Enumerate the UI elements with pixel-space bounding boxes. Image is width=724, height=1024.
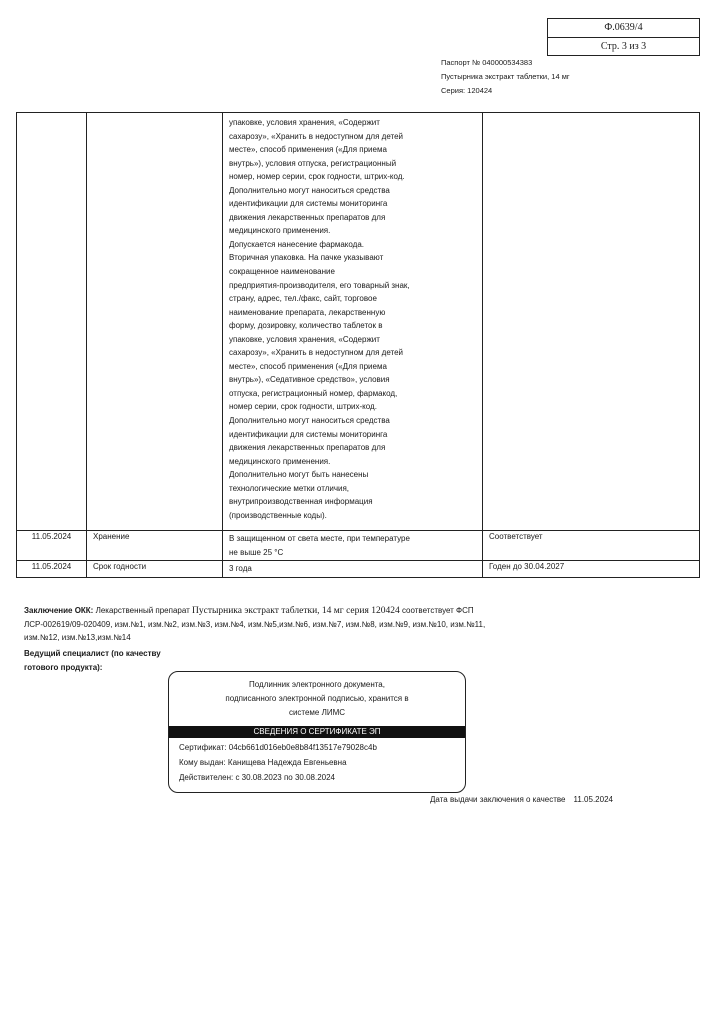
conclusion-product: Пустырника экстракт таблетки, 14 мг серия 120424 xyxy=(192,606,400,616)
requirement-cell xyxy=(223,113,483,531)
passport-series: Серия: 120424 xyxy=(441,86,493,95)
requirement-line: внутрь»), «Седативное средство», условия xyxy=(229,375,390,385)
requirement-line: номер серии, срок годности, штрих-код. xyxy=(229,402,377,412)
requirement-line: 3 года xyxy=(229,564,252,574)
requirement-cell xyxy=(223,531,483,561)
requirement-cell xyxy=(223,561,483,578)
electronic-signature-stamp xyxy=(168,671,466,793)
stamp-line: системе ЛИМС xyxy=(288,708,346,717)
requirement-line: форму, дозировку, количество таблеток в xyxy=(229,321,383,331)
requirement-line: упаковке, условия хранения, «Содержит xyxy=(229,334,380,344)
requirement-line: месте», способ применения («Для приема xyxy=(229,361,387,371)
specialist-line: Ведущий специалист (по качеству xyxy=(24,649,161,658)
test-results-table xyxy=(16,112,700,578)
parameter-cell xyxy=(87,113,223,531)
requirement-line: внутрипроизводственная информация xyxy=(229,497,373,507)
result-cell: Годен до 30.04.2027 xyxy=(483,561,700,578)
requirement-line: месте», способ применения («Для приема xyxy=(229,145,387,155)
result-cell: Соответствует xyxy=(483,531,700,561)
requirement-line: движения лекарственных препаратов для xyxy=(229,212,386,222)
stamp-line: Подлинник электронного документа, xyxy=(249,680,385,689)
passport-header xyxy=(441,56,570,98)
page-number: Стр. 3 из 3 xyxy=(600,41,647,52)
parameter-cell: Срок годности xyxy=(87,561,223,578)
table-row xyxy=(17,113,700,531)
table-row xyxy=(17,531,700,561)
stamp-line: подписанного электронной подписью, хранится в xyxy=(225,694,409,703)
requirement-line: идентификации для системы мониторинга xyxy=(229,199,388,209)
requirement-line: упаковке, условия хранения, «Содержит xyxy=(229,118,380,127)
requirement-line: внутрь»), условия отпуска, регистрационный xyxy=(229,158,397,168)
date-cell: 11.05.2024 xyxy=(17,531,87,561)
requirement-line: технологические метки отличия, xyxy=(229,483,350,493)
requirement-line: номер, номер серии, срок годности, штрих-код. xyxy=(229,172,405,182)
conclusion xyxy=(24,604,704,644)
requirement-line: Дополнительно могут быть нанесены xyxy=(229,470,369,480)
stamp-header: СВЕДЕНИЯ О СЕРТИФИКАТЕ ЭП xyxy=(169,726,465,738)
table-row xyxy=(17,561,700,578)
certificate-owner: Кому выдан: Канищева Надежда Евгеньевна xyxy=(179,758,347,767)
conclusion-line: изм.№12, изм.№13,изм.№14 xyxy=(24,633,131,642)
requirement-line: отпуска, регистрационный номер, фармакод, xyxy=(229,388,398,398)
date-cell: 11.05.2024 xyxy=(17,561,87,578)
issue-date-value: 11.05.2024 xyxy=(573,795,613,804)
form-code-box xyxy=(547,18,700,56)
form-code: Ф.0639/4 xyxy=(548,19,699,38)
passport-number: Паспорт № 040000534383 xyxy=(441,58,533,67)
requirement-line: медицинского применения. xyxy=(229,226,331,236)
specialist-label xyxy=(24,647,161,675)
requirement-line: медицинского применения. xyxy=(229,456,331,466)
conclusion-line: ЛСР-002619/09-020409, изм.№1, изм.№2, изм.№3, изм.№4, изм.№5,изм.№6, изм.№7, изм.№8, изм.№9, изм.№10, изм.№11, xyxy=(24,620,486,629)
passport-product: Пустырника экстракт таблетки, 14 мг xyxy=(441,72,570,81)
requirement-line: страну, адрес, тел./факс, сайт, торговое xyxy=(229,294,377,304)
requirement-line: сахарозу», «Хранить в недоступном для детей xyxy=(229,348,403,358)
requirement-line: сахарозу», «Хранить в недоступном для детей xyxy=(229,131,403,141)
conclusion-text: Лекарственный препарат xyxy=(93,606,193,615)
requirement-line: Вторичная упаковка. На пачке указывают xyxy=(229,253,384,263)
issue-date xyxy=(430,795,613,804)
date-cell xyxy=(17,113,87,531)
requirement-line: не выше 25 °С xyxy=(229,547,284,557)
requirement-line: Дополнительно могут наноситься средства xyxy=(229,185,390,195)
requirement-line: сокращенное наименование xyxy=(229,267,335,277)
requirement-line: идентификации для системы мониторинга xyxy=(229,429,388,439)
conclusion-text: соответствует ФСП xyxy=(399,606,474,615)
parameter-cell: Хранение xyxy=(87,531,223,561)
requirement-line: В защищенном от света месте, при температуре xyxy=(229,534,410,543)
requirement-line: движения лекарственных препаратов для xyxy=(229,443,386,453)
requirement-line: Допускается нанесение фармакода. xyxy=(229,239,365,249)
result-cell xyxy=(483,113,700,531)
requirement-text xyxy=(229,116,476,522)
requirement-line: наименование препарата, лекарственную xyxy=(229,307,386,317)
certificate-validity: Действителен: с 30.08.2023 по 30.08.2024 xyxy=(179,773,335,782)
requirement-line: Дополнительно могут наноситься средства xyxy=(229,416,390,426)
requirement-line: предприятия-производителя, его товарный знак, xyxy=(229,280,410,290)
issue-date-label: Дата выдачи заключения о качестве xyxy=(430,795,566,804)
certificate-number: Сертификат: 04cb661d016eb0e8b84f13517e79028c4b xyxy=(179,743,377,752)
specialist-line: готового продукта): xyxy=(24,663,103,672)
conclusion-label: Заключение ОКК: xyxy=(24,606,94,615)
requirement-line: (производственные коды). xyxy=(229,510,327,520)
